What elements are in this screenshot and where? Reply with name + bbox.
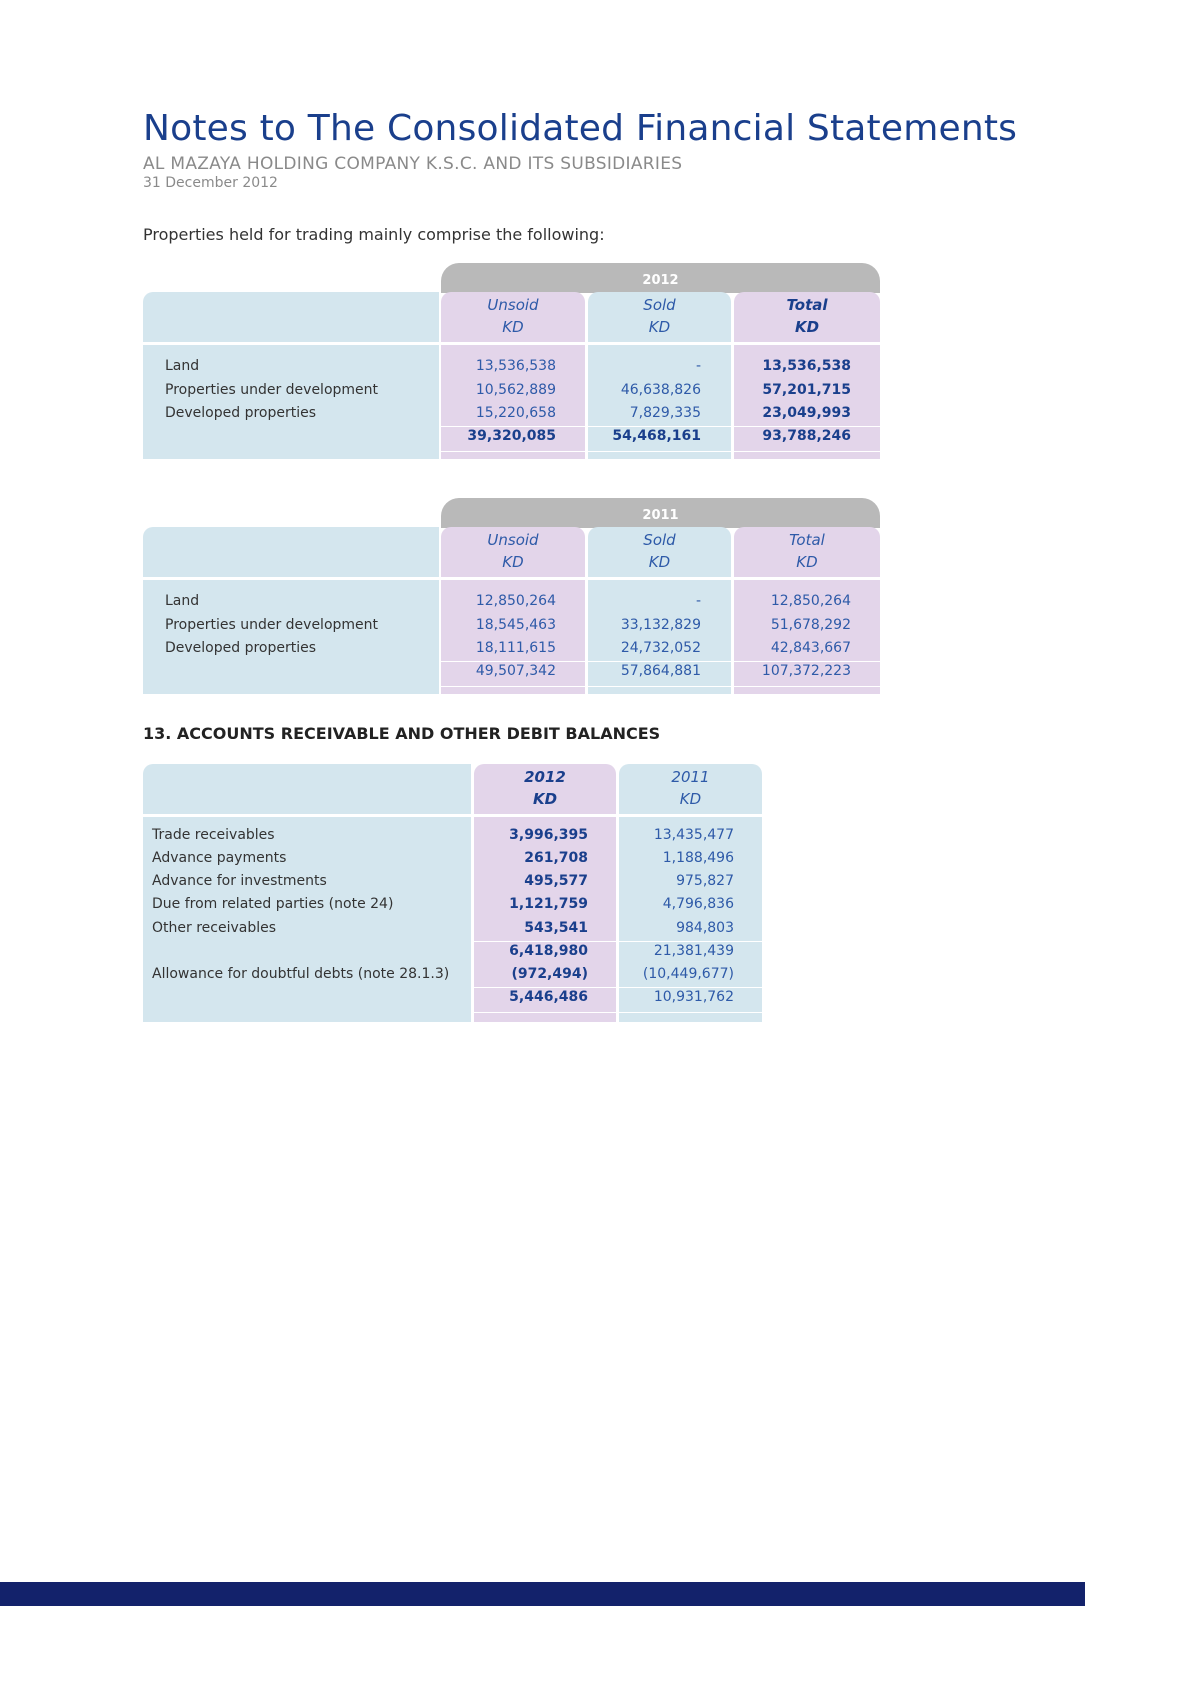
label-header-cell xyxy=(143,527,439,577)
sold-value: 46,638,826 xyxy=(620,382,701,398)
col-name: Sold xyxy=(643,296,676,314)
row-label: Developed properties xyxy=(165,640,317,656)
sold-total: 54,468,161 xyxy=(612,428,701,444)
y2012-value: 3,996,395 xyxy=(509,827,588,843)
unsold-total: 49,507,342 xyxy=(475,663,556,679)
row-label: Other receivables xyxy=(152,920,277,936)
total-value: 42,843,667 xyxy=(770,640,851,656)
unsold-value: 12,850,264 xyxy=(475,593,556,609)
total-value: 23,049,993 xyxy=(762,405,851,421)
y2012-net: 5,446,486 xyxy=(509,989,588,1005)
section-heading: 13. ACCOUNTS RECEIVABLE AND OTHER DEBIT BALANCES xyxy=(143,724,661,743)
year-banner-2012 xyxy=(441,263,880,293)
total-value: 51,678,292 xyxy=(770,617,851,633)
sold-value: 7,829,335 xyxy=(629,405,701,421)
y2011-value: 13,435,477 xyxy=(653,827,734,843)
y2012-value: (972,494) xyxy=(511,966,588,982)
unsold-value: 18,545,463 xyxy=(475,617,556,633)
col-header-total xyxy=(734,292,880,342)
col-unit: KD xyxy=(794,318,820,336)
y2012-value: 1,121,759 xyxy=(509,896,588,912)
col-name: 2011 xyxy=(671,768,710,786)
total-rule xyxy=(441,686,880,687)
sold-value: 24,732,052 xyxy=(620,640,701,656)
col-header-sold xyxy=(588,527,731,577)
total-value: 13,536,538 xyxy=(762,358,851,374)
col-header-sold xyxy=(588,292,731,342)
row-label: Properties under development xyxy=(165,617,379,633)
row-label: Developed properties xyxy=(165,405,317,421)
row-label: Due from related parties (note 24) xyxy=(152,896,394,912)
col-unit: KD xyxy=(502,318,524,336)
col-unit: KD xyxy=(648,553,671,571)
col-unit: KD xyxy=(679,790,702,808)
unsold-value: 15,220,658 xyxy=(475,405,556,421)
col-name: Unsoid xyxy=(487,296,539,314)
total-value: 57,201,715 xyxy=(762,382,851,398)
row-label: Allowance for doubtful debts (note 28.1.3) xyxy=(152,966,450,982)
y2011-value: 4,796,836 xyxy=(662,896,734,912)
row-label: Land xyxy=(165,593,200,609)
unsold-value: 18,111,615 xyxy=(475,640,556,656)
unsold-value: 13,536,538 xyxy=(475,358,556,374)
company-name: AL MAZAYA HOLDING COMPANY K.S.C. AND ITS SUBSIDIARIES xyxy=(143,154,683,174)
col-name: Unsoid xyxy=(487,531,539,549)
y2012-subtotal: 6,418,980 xyxy=(509,943,588,959)
col-header-unsold xyxy=(441,527,585,577)
year-label: 2012 xyxy=(642,273,679,288)
col-header-unsold xyxy=(441,292,585,342)
col-name: Sold xyxy=(643,531,676,549)
sold-value: - xyxy=(695,593,701,609)
year-banner-2011 xyxy=(441,498,880,528)
col-unit: KD xyxy=(648,318,671,336)
unsold-total: 39,320,085 xyxy=(467,428,556,444)
row-label: Land xyxy=(165,358,200,374)
sold-value: 33,132,829 xyxy=(620,617,701,633)
unsold-value: 10,562,889 xyxy=(475,382,556,398)
intro-text: Properties held for trading mainly comprise the following: xyxy=(143,225,605,244)
sold-value: - xyxy=(695,358,701,374)
y2012-value: 543,541 xyxy=(524,920,588,936)
col-unit: KD xyxy=(796,553,818,571)
col-name: 2012 xyxy=(524,768,566,786)
col-header-total xyxy=(734,527,880,577)
row-label: Trade receivables xyxy=(152,827,275,843)
y2011-value: 975,827 xyxy=(676,873,734,889)
y2011-net: 10,931,762 xyxy=(653,989,734,1005)
y2011-value: (10,449,677) xyxy=(642,966,734,982)
y2011-value: 984,803 xyxy=(676,920,734,936)
row-label: Advance payments xyxy=(152,850,287,866)
col-header-2011 xyxy=(619,764,762,814)
y2011-subtotal: 21,381,439 xyxy=(653,943,734,959)
page-title: Notes to The Consolidated Financial Statements xyxy=(143,108,1018,149)
col-unit: KD xyxy=(532,790,558,808)
grand-total: 107,372,223 xyxy=(761,663,851,679)
y2011-value: 1,188,496 xyxy=(662,850,734,866)
label-header-cell xyxy=(143,764,471,814)
label-header-cell xyxy=(143,292,439,342)
y2012-value: 261,708 xyxy=(524,850,588,866)
year-label: 2011 xyxy=(642,508,679,523)
col-header-2012 xyxy=(474,764,616,814)
report-date: 31 December 2012 xyxy=(143,175,278,191)
footer-bar xyxy=(0,1582,1085,1606)
total-value: 12,850,264 xyxy=(770,593,851,609)
sold-total: 57,864,881 xyxy=(620,663,701,679)
row-label: Properties under development xyxy=(165,382,379,398)
y2012-value: 495,577 xyxy=(524,873,588,889)
col-unit: KD xyxy=(502,553,524,571)
col-name: Total xyxy=(786,296,828,314)
grand-total: 93,788,246 xyxy=(762,428,851,444)
col-name: Total xyxy=(789,531,825,549)
row-label: Advance for investments xyxy=(152,873,327,889)
total-rule xyxy=(441,451,880,452)
bottom-rule xyxy=(474,1012,762,1013)
